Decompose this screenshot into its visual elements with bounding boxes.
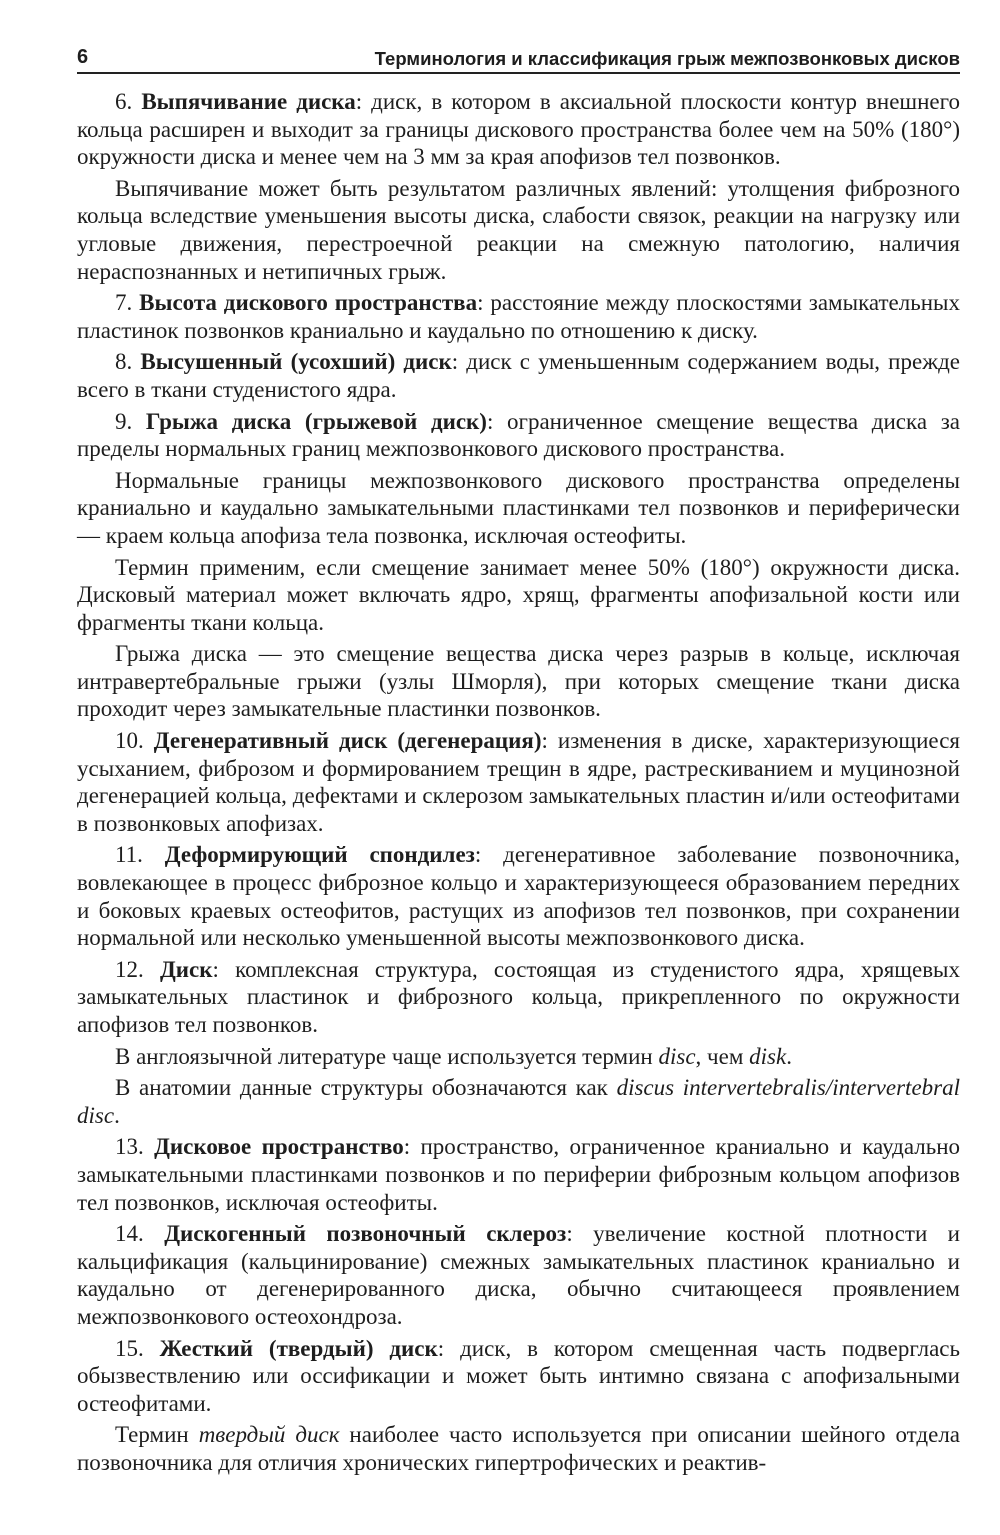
term-heading: Высушенный (усохший) диск bbox=[140, 349, 452, 375]
term-heading: Диск bbox=[159, 956, 213, 982]
running-title: Терминология и классификация грыж межпозвонковых дисков bbox=[374, 48, 960, 69]
italic-term: твердый диск bbox=[198, 1422, 340, 1448]
paragraph: В анатомии данные структуры обозначаются как discus intervertebralis/intervertebral disc. bbox=[77, 1075, 960, 1128]
term-heading: Дегенеративный диск (дегенерация) bbox=[153, 728, 542, 754]
term-heading: Высота дискового пространства bbox=[139, 290, 478, 316]
italic-term: discus intervertebralis/intervertebral disc bbox=[77, 1075, 960, 1128]
term-heading: Дискогенный позвоночный склероз bbox=[164, 1221, 567, 1247]
paragraph: Термин твердый диск наиболее часто используется при описании шейного отдела позвоночника для отличия хронических гипертрофических и реактив- bbox=[77, 1422, 961, 1475]
paragraph: В англоязычной литературе чаще используется термин disc, чем disk. bbox=[115, 1043, 792, 1069]
paragraph-9: 9. Грыжа диска (грыжевой диск): ограниченное смещение вещества диска за пределы нормальных границ межпозвонкового дискового пространства. bbox=[77, 408, 961, 462]
paragraph-7: 7. Высота дискового пространства: расстояние между плоскостями замыкательных пластинок позвонков краниально и каудально по отношению к диску. bbox=[77, 290, 960, 343]
paragraph: Нормальные границы межпозвонкового дискового пространства определены краниально и каудально замыкательными пластинками тел позвонков и периферически — краем кольца апофиза тела позвонка, исключая остеофиты. bbox=[77, 467, 960, 548]
paragraph-8: 8. Высушенный (усохший) диск: диск с уменьшенным содержанием воды, прежде всего в ткани студенистого ядра. bbox=[77, 349, 961, 402]
paragraph: Термин применим, если смещение занимает менее 50% (180°) окружности диска. Дисковый материал может включать ядро, хрящ, фрагменты апофизальной кости или фрагменты ткани кольца. bbox=[77, 554, 960, 635]
paragraph-15: 15. Жесткий (твердый) диск: диск, в котором смещенная часть подверглась обызвествлению или оссификации и может быть интимно связана с апофизальными остеофитами. bbox=[77, 1335, 960, 1416]
term-heading: Выпячивание диска bbox=[141, 89, 356, 114]
paragraph: Грыжа диска — это смещение вещества диска через разрыв в кольце, исключая интравертебральные грыжи (узлы Шморля), при которых смещение ткани диска проходит через замыкательные пластинки позвонков. bbox=[77, 641, 960, 722]
paragraph-14: 14. Дискогенный позвоночный склероз: увеличение костной плотности и кальцификация (кальцинирование) смежных замыкательных пластинок краниально и каудально от дегенерированного диска, обычно считающееся проявлением межпозвонкового остеохондроза. bbox=[77, 1221, 960, 1329]
paragraph-12: 12. Диск: комплексная структура, состоящая из студенистого ядра, хрящевых замыкательных пластинок и фиброзного кольца, прикрепленного по окружности апофизов тел позвонков. bbox=[77, 956, 961, 1037]
body-text bbox=[77, 88, 960, 1481]
running-header bbox=[77, 44, 960, 74]
page-number: 6 bbox=[77, 46, 89, 68]
term-heading: Жесткий (твердый) диск bbox=[159, 1335, 438, 1361]
italic-term: disk bbox=[749, 1043, 787, 1069]
paragraph: Выпячивание может быть результатом различных явлений: утолщения фиброзного кольца вследствие уменьшения высоты диска, слабости связок, реакции на нагрузку или угловые движения, перестроечной реакции на смежную патологию, наличия нераспознанных и нетипичных грыж. bbox=[77, 175, 960, 284]
paragraph-13: 13. Дисковое пространство: пространство, ограниченное краниально и каудально замыкательными пластинками позвонков и по периферии фиброзным кольцом апофизов тел позвонков, исключая остеофиты. bbox=[77, 1134, 961, 1215]
paragraph-11: 11. Деформирующий спондилез: дегенеративное заболевание позвоночника, вовлекающее в процесс фиброзное кольцо и характеризующееся образованием передних и боковых краевых остеофитов, растущих из апофизов тел позвонков, при сохранении нормальной или несколько уменьшенной высоты межпозвонкового диска. bbox=[77, 842, 960, 951]
italic-term: disc bbox=[658, 1043, 696, 1069]
term-heading: Деформирующий спондилез bbox=[164, 842, 475, 868]
paragraph-10: 10. Дегенеративный диск (дегенерация): изменения в диске, характеризующиеся усыханием, фиброзом и формированием трещин в ядре, растрескиванием и муцинозной дегенерацией кольца, дефектами и склерозом замыкательных пластин и/или остеофитами в позвонковых апофизах. bbox=[77, 728, 961, 836]
term-heading: Дисковое пространство bbox=[154, 1134, 404, 1160]
term-heading: Грыжа диска (грыжевой диск) bbox=[145, 408, 487, 434]
paragraph-6: 6. Выпячивание диска: диск, в котором в аксиальной плоскости контур внешнего кольца расширен и выходит за границы дискового пространства более чем на 50% (180°) окружности диска и менее чем на 3 мм за края апофизов тел позвонков. bbox=[77, 89, 961, 170]
